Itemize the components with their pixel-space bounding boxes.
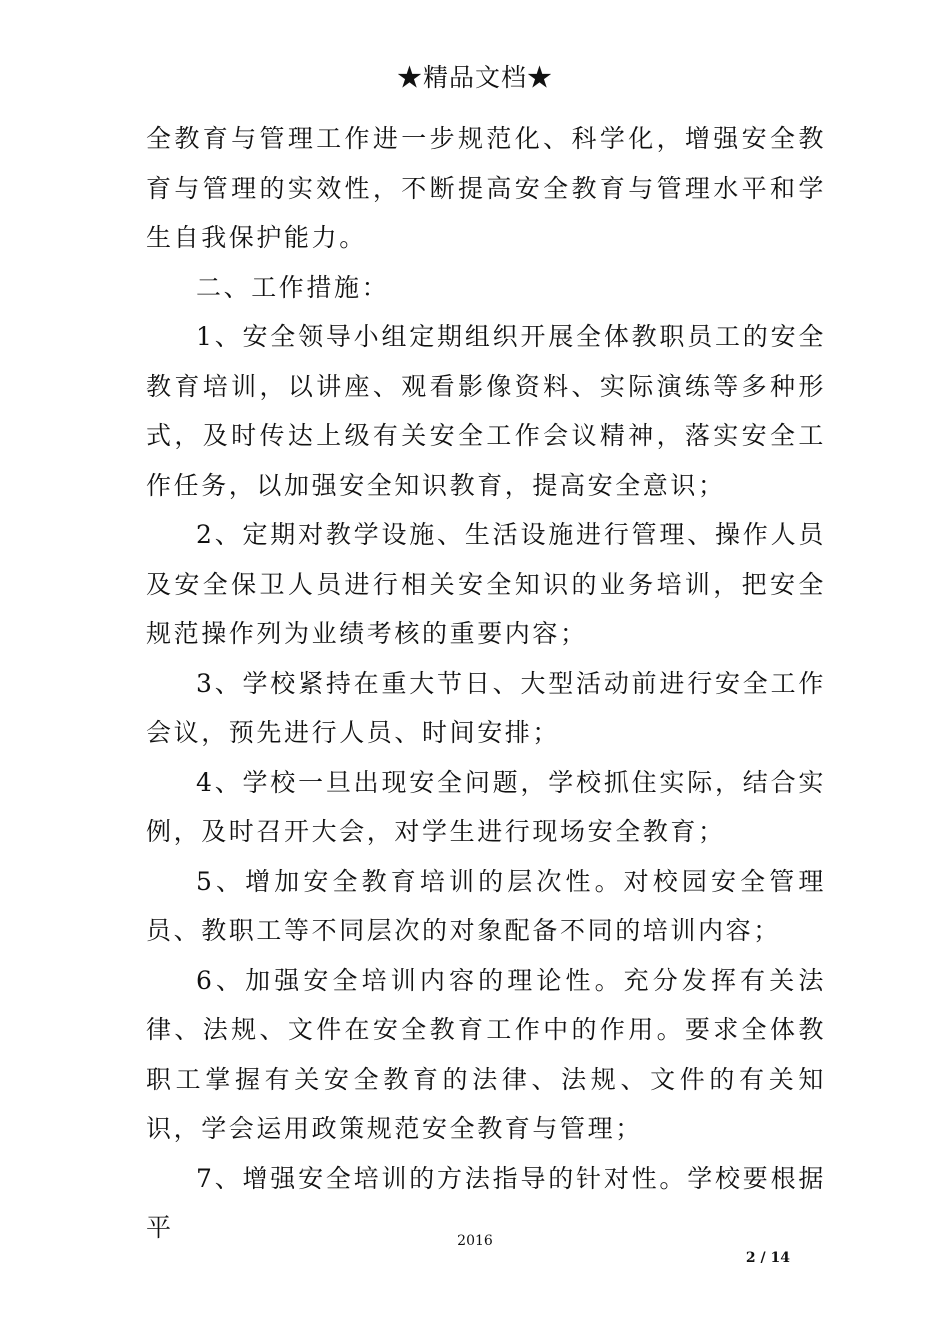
footer-year: 2016 [457,1233,493,1249]
paragraph-item-2: 2、定期对教学设施、生活设施进行管理、操作人员及安全保卫人员进行相关安全知识的业务培训，把安全规范操作列为业绩考核的重要内容； [146,520,826,648]
paragraph-item-4: 4、学校一旦出现安全问题，学校抓住实际，结合实例，及时召开大会，对学生进行现场安全教育； [146,767,826,846]
paragraph-item-1: 1、安全领导小组定期组织开展全体教职员工的安全教育培训，以讲座、观看影像资料、实际演练等多种形式，及时传达上级有关安全工作会议精神，落实安全工作任务，以加强安全知识教育，提高安全意识； [146,322,826,500]
paragraph-item-5: 5、增加安全教育培训的层次性。对校园安全管理员、教职工等不同层次的对象配备不同的培训内容； [146,866,826,945]
paragraph-item-7: 7、增强安全培训的方法指导的针对性。学校要根据平 [146,1163,826,1242]
section-heading-work-measures: 二、工作措施： [196,272,390,302]
document-body [146,114,826,1253]
paragraph-item-6: 6、加强安全培训内容的理论性。充分发挥有关法律、法规、文件在安全教育工作中的作用。要求全体教职工掌握有关安全教育的法律、法规、文件的有关知识，学会运用政策规范安全教育与管理； [146,965,826,1143]
paragraph-item-3: 3、学校紧持在重大节日、大型活动前进行安全工作会议，预先进行人员、时间安排； [146,668,826,747]
page-header-title: ★精品文档★ [396,63,553,92]
page-number: 2 / 14 [745,1250,790,1266]
paragraph-continuation: 全教育与管理工作进一步规范化、科学化，增强安全教育与管理的实效性，不断提高安全教育与管理水平和学生自我保护能力。 [146,124,826,252]
